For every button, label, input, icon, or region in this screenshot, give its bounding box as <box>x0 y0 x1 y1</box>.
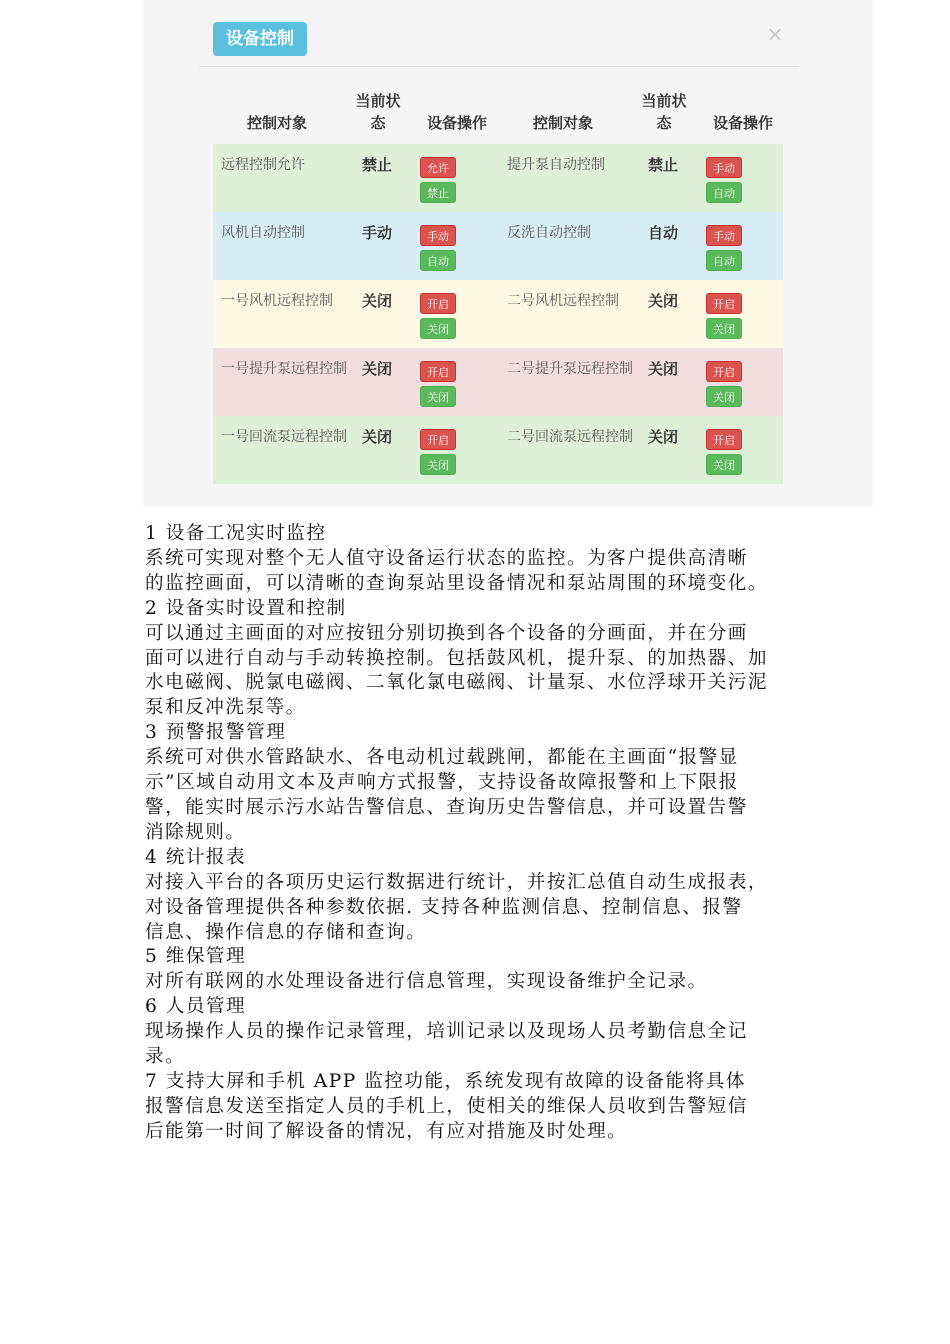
operation-button-bottom-right[interactable]: 自动 <box>706 182 742 203</box>
table-row <box>213 212 783 280</box>
operation-button-top-left[interactable]: 开启 <box>420 293 456 314</box>
text-line: 可以通过主画面的对应按钮分别切换到各个设备的分画面，并在分画 <box>145 622 748 644</box>
control-target-left: 一号回流泵远程控制 <box>221 429 347 445</box>
control-target-left: 一号提升泵远程控制 <box>221 361 347 377</box>
text-line: 5 维保管理 <box>145 946 247 968</box>
operation-button-bottom-left[interactable]: 禁止 <box>420 182 456 203</box>
table-row <box>213 280 783 348</box>
header-divider <box>199 66 799 67</box>
text-line: 现场操作人员的操作记录管理，培训记录以及现场人员考勤信息全记 <box>145 1021 748 1043</box>
text-line: 泵和反冲洗泵等。 <box>145 697 306 719</box>
control-target-right: 反洗自动控制 <box>507 225 591 241</box>
description-text <box>145 522 825 1145</box>
operation-button-bottom-left[interactable]: 关闭 <box>420 386 456 407</box>
text-line: 1 设备工况实时监控 <box>145 523 327 544</box>
text-line: 录。 <box>145 1046 186 1068</box>
control-table <box>213 80 783 484</box>
header-operation-right: 设备操作 <box>712 114 773 132</box>
table-header <box>213 80 783 144</box>
current-state-right: 关闭 <box>647 292 678 310</box>
header-state-left: 当前状态 <box>355 92 401 132</box>
current-state-right: 关闭 <box>647 428 678 446</box>
operation-button-top-left[interactable]: 开启 <box>420 361 456 382</box>
table-row <box>213 144 783 212</box>
operation-button-top-right[interactable]: 手动 <box>706 225 742 246</box>
operation-button-bottom-left[interactable]: 自动 <box>420 250 456 271</box>
operation-button-top-right[interactable]: 手动 <box>706 157 742 178</box>
text-line: 信息、操作信息的存储和查询。 <box>145 921 427 943</box>
control-target-left: 一号风机远程控制 <box>221 293 333 309</box>
current-state-left: 关闭 <box>361 360 392 378</box>
text-line: 报警信息发送至指定人员的手机上，使相关的维保人员收到告警短信 <box>145 1095 748 1117</box>
text-line: 示”区域自动用文本及声响方式报警，支持设备故障报警和上下限报 <box>145 772 739 794</box>
operation-button-bottom-right[interactable]: 关闭 <box>706 386 742 407</box>
current-state-right: 关闭 <box>647 360 678 378</box>
current-state-left: 关闭 <box>361 292 392 310</box>
header-state-right: 当前状态 <box>641 92 687 132</box>
current-state-right: 自动 <box>647 224 678 242</box>
operation-button-bottom-left[interactable]: 关闭 <box>420 454 456 475</box>
control-target-right: 二号回流泵远程控制 <box>507 429 633 445</box>
table-row <box>213 416 783 484</box>
control-target-right: 提升泵自动控制 <box>507 157 605 173</box>
text-line: 3 预警报警管理 <box>145 722 287 744</box>
operation-button-top-left[interactable]: 手动 <box>420 225 456 246</box>
control-target-left: 远程控制允许 <box>221 157 305 173</box>
header-target-left: 控制对象 <box>246 114 307 132</box>
current-state-right: 禁止 <box>647 156 678 174</box>
text-line: 对接入平台的各项历史运行数据进行统计，并按汇总值自动生成报表， <box>145 871 768 893</box>
control-target-right: 二号风机远程控制 <box>507 293 619 309</box>
text-line: 2 设备实时设置和控制 <box>145 597 347 619</box>
text-line: 后能第一时间了解设备的情况，有应对措施及时处理。 <box>145 1120 628 1142</box>
control-target-left: 风机自动控制 <box>221 225 305 241</box>
text-line: 消除规则。 <box>145 821 246 843</box>
operation-button-bottom-left[interactable]: 关闭 <box>420 318 456 339</box>
text-line: 系统可实现对整个无人值守设备运行状态的监控。为客户提供高清晰 <box>145 547 748 569</box>
header-target-right: 控制对象 <box>532 114 593 132</box>
operation-button-bottom-right[interactable]: 自动 <box>706 250 742 271</box>
text-line: 系统可对供水管路缺水、各电动机过载跳闸，都能在主画面“报警显 <box>145 747 739 769</box>
control-target-right: 二号提升泵远程控制 <box>507 361 633 377</box>
device-control-panel <box>143 0 873 506</box>
text-line: 7 支持大屏和手机 APP 监控功能，系统发现有故障的设备能将具体 <box>145 1070 746 1092</box>
text-line: 面可以进行自动与手动转换控制。包括鼓风机，提升泵、的加热器、加 <box>145 647 768 669</box>
operation-button-top-right[interactable]: 开启 <box>706 361 742 382</box>
operation-button-top-left[interactable]: 允许 <box>420 157 456 178</box>
current-state-left: 关闭 <box>361 428 392 446</box>
operation-button-top-left[interactable]: 开启 <box>420 429 456 450</box>
text-line: 水电磁阀、脱氯电磁阀、二氧化氯电磁阀、计量泵、水位浮球开关污泥 <box>145 672 768 694</box>
table-row <box>213 348 783 416</box>
text-line: 对所有联网的水处理设备进行信息管理，实现设备维护全记录。 <box>145 971 708 993</box>
text-line: 警，能实时展示污水站告警信息、查询历史告警信息，并可设置告警 <box>145 796 748 818</box>
current-state-left: 手动 <box>361 224 392 242</box>
close-icon[interactable]: × <box>766 22 784 46</box>
text-line: 4 统计报表 <box>145 846 247 868</box>
operation-button-top-right[interactable]: 开启 <box>706 429 742 450</box>
text-line: 6 人员管理 <box>145 996 247 1018</box>
operation-button-bottom-right[interactable]: 关闭 <box>706 318 742 339</box>
text-line: 对设备管理提供各种参数依据. 支持各种监测信息、控制信息、报警 <box>145 896 743 918</box>
operation-button-top-right[interactable]: 开启 <box>706 293 742 314</box>
current-state-left: 禁止 <box>361 156 392 174</box>
operation-button-bottom-right[interactable]: 关闭 <box>706 454 742 475</box>
panel-title: 设备控制 <box>213 22 307 56</box>
text-line: 的监控画面，可以清晰的查询泵站里设备情况和泵站周围的环境变化。 <box>145 572 768 594</box>
header-operation-left: 设备操作 <box>426 114 487 132</box>
